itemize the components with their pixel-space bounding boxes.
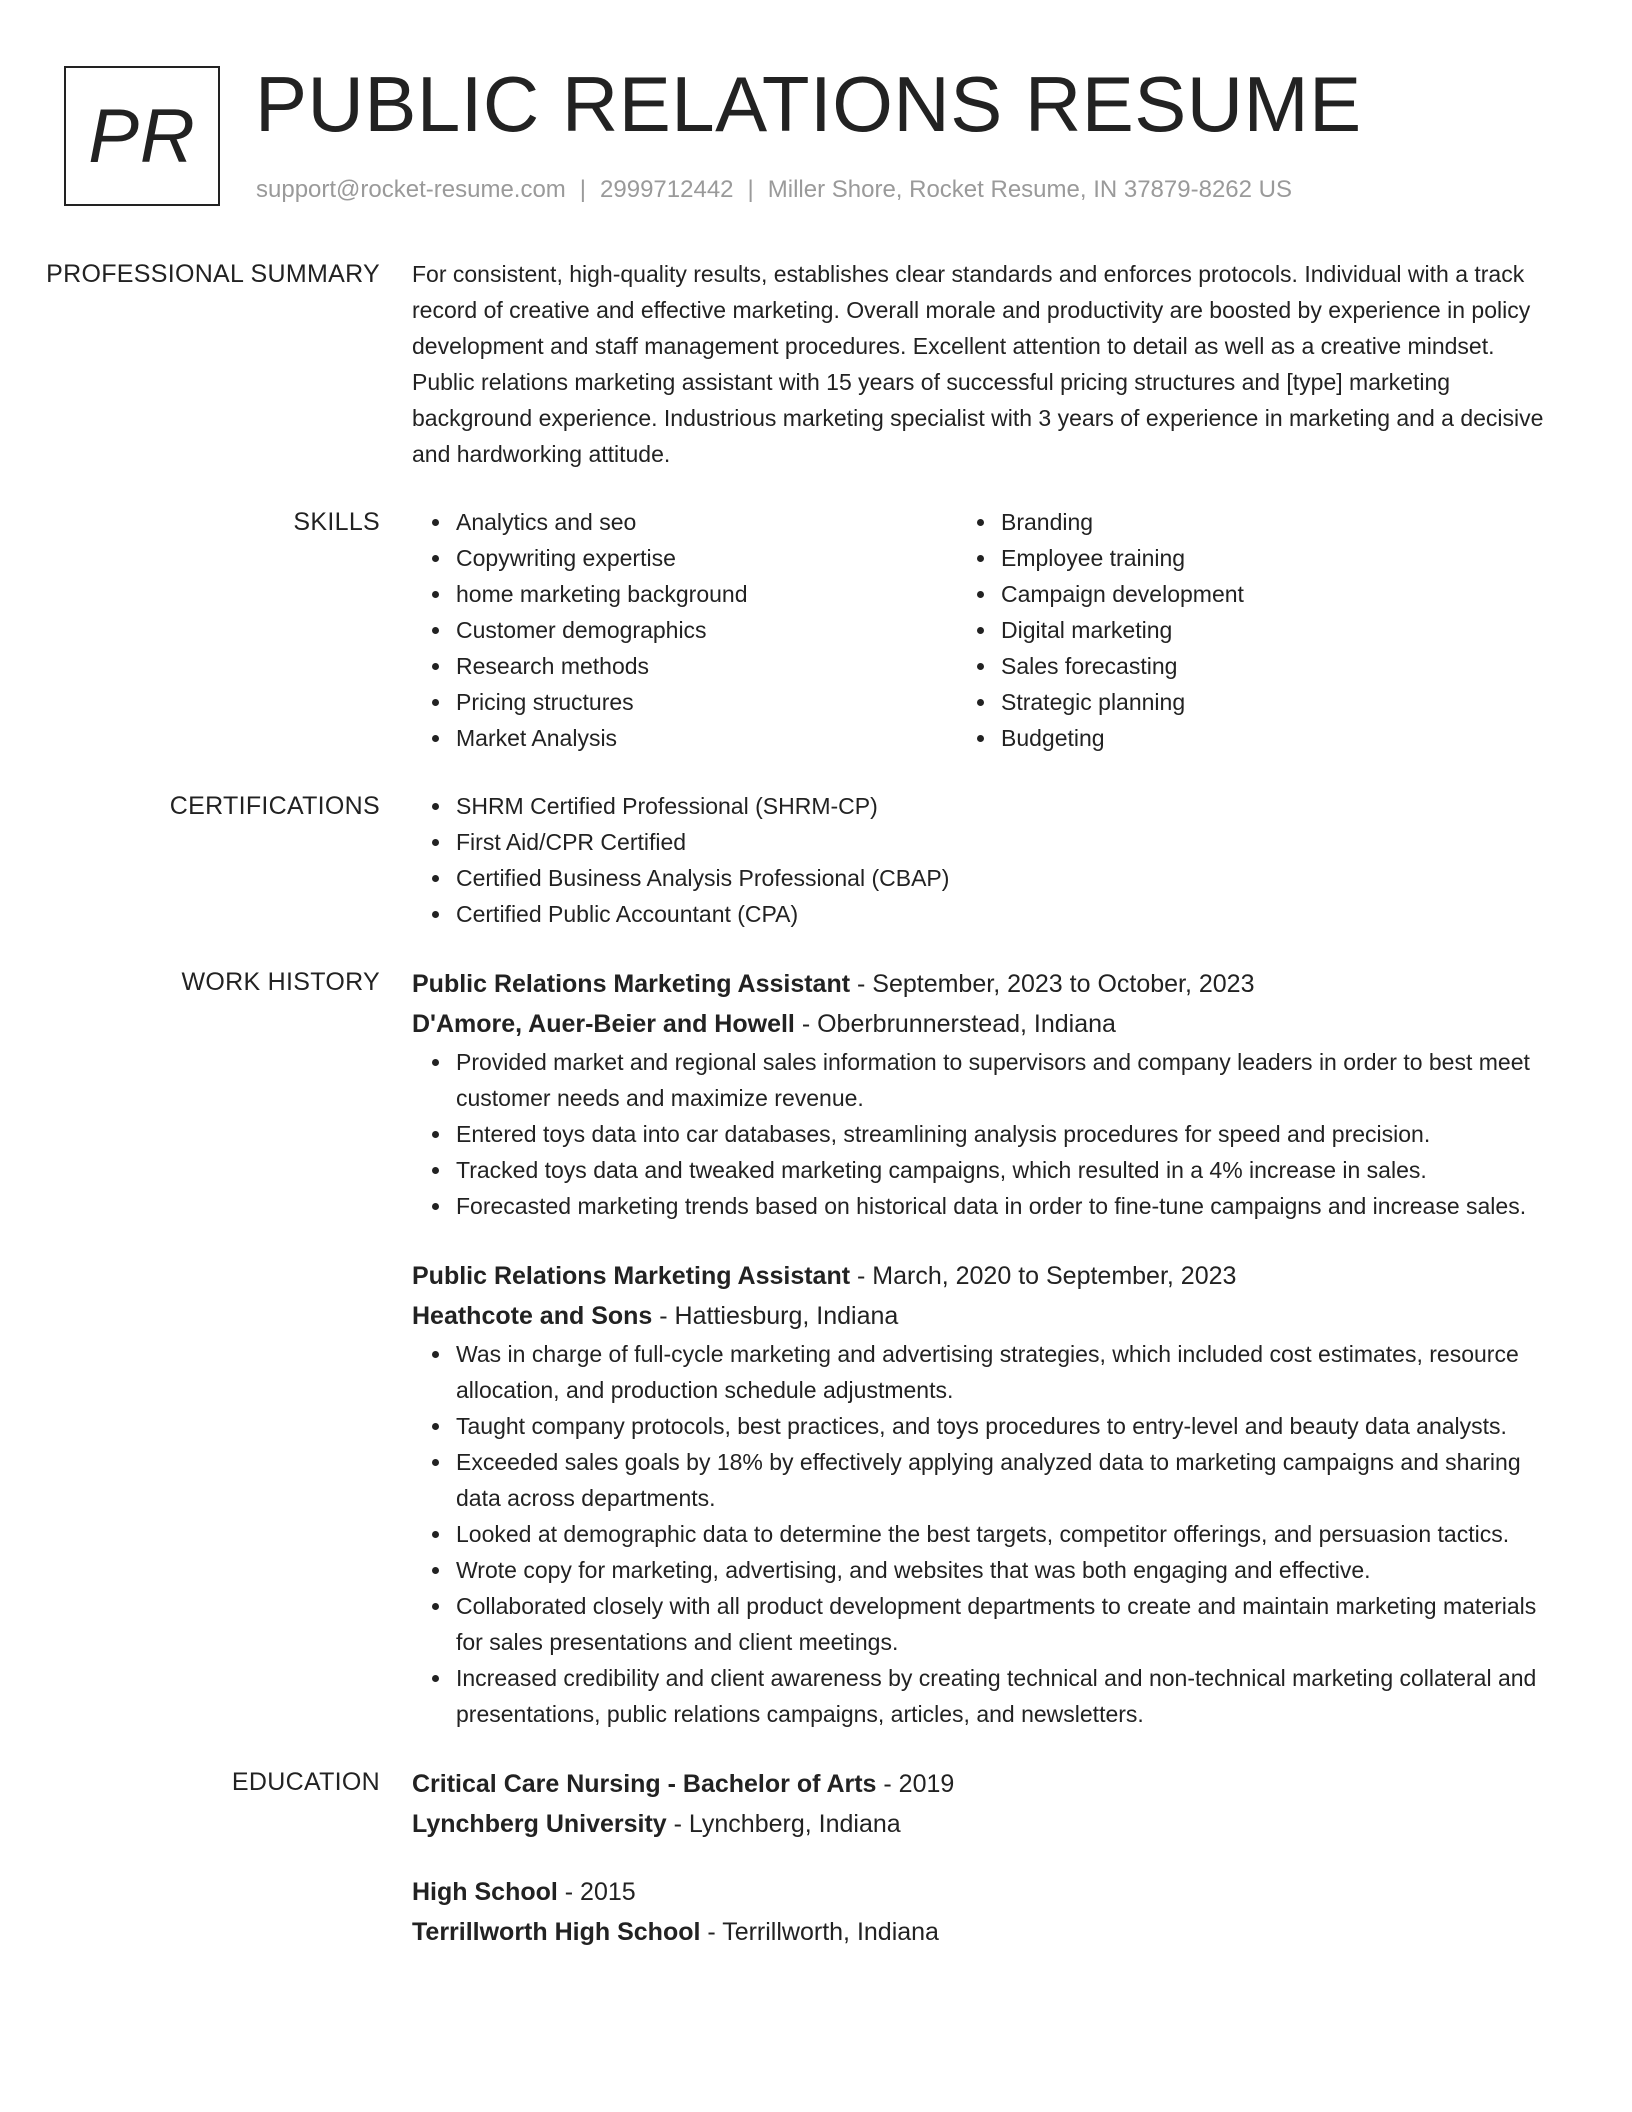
skill-item: Branding xyxy=(1001,504,1502,540)
job-bullet-list xyxy=(412,1336,1552,1732)
job-entry xyxy=(412,964,1552,1224)
monogram-text: PR xyxy=(88,93,196,179)
summary-text: For consistent, high-quality results, establishes clear standards and enforces protocols. Individual with a track record of creative and effective marketing. Overall morale and productivity are boosted by experience in policy development and staff management procedures. Excellent attention to detail as well as a creative mindset. Public relations marketing assistant with 15 years of successful pricing structures and [type] marketing background experience. Industrious marketing specialist with 3 years of experience in marketing and a decisive and hardworking attitude. xyxy=(412,261,1544,467)
work-history-section xyxy=(0,964,1632,1732)
job-location: - Oberbrunnerstead, Indiana xyxy=(794,1010,1116,1038)
job-dates: - March, 2020 to September, 2023 xyxy=(850,1262,1237,1290)
job-bullet: Provided market and regional sales information to supervisors and company leaders in order to best meet customer needs and maximize revenue. xyxy=(456,1044,1552,1116)
skill-item: home marketing background xyxy=(456,576,957,612)
job-bullet: Forecasted marketing trends based on historical data in order to fine-tune campaigns and increase sales. xyxy=(456,1188,1552,1224)
job-location: - Hattiesburg, Indiana xyxy=(652,1302,899,1330)
skills-column-right xyxy=(957,504,1502,756)
skill-item: Employee training xyxy=(1001,540,1502,576)
job-bullet: Looked at demographic data to determine the best targets, competitor offerings, and persuasion tactics. xyxy=(456,1516,1552,1552)
certification-item: First Aid/CPR Certified xyxy=(456,824,1552,860)
contact-separator: | xyxy=(579,176,587,203)
job-entry xyxy=(412,1256,1552,1732)
certification-item: Certified Business Analysis Professional (CBAP) xyxy=(456,860,1552,896)
contact-separator: | xyxy=(747,176,754,203)
skill-item: Digital marketing xyxy=(1001,612,1502,648)
job-bullet: Taught company protocols, best practices, and toys procedures to entry-level and beauty data analysts. xyxy=(456,1408,1552,1444)
work-history-body xyxy=(412,964,1552,1732)
certifications-body xyxy=(412,788,1552,932)
education-entry xyxy=(412,1872,1552,1952)
skill-item: Pricing structures xyxy=(456,684,957,720)
skill-item: Market Analysis xyxy=(456,720,957,756)
education-school: Terrillworth High School xyxy=(412,1918,701,1946)
job-company-line xyxy=(412,1004,1552,1044)
job-bullet: Entered toys data into car databases, streamlining analysis procedures for speed and precision. xyxy=(456,1116,1552,1152)
section-label-work-history: WORK HISTORY xyxy=(181,968,380,996)
education-entry xyxy=(412,1764,1552,1844)
skill-item: Copywriting expertise xyxy=(456,540,957,576)
monogram-badge xyxy=(64,66,220,206)
skills-column-left xyxy=(412,504,957,756)
job-dates: - September, 2023 to October, 2023 xyxy=(850,970,1255,998)
skills-section xyxy=(0,504,1632,756)
education-degree-line xyxy=(412,1764,1552,1804)
skills-body xyxy=(412,504,1552,756)
contact-email: support@rocket-resume.com xyxy=(256,176,566,203)
contact-phone: 2999712442 xyxy=(600,176,734,203)
resume-title: PUBLIC RELATIONS RESUME xyxy=(255,60,1362,148)
education-degree: Critical Care Nursing - Bachelor of Arts xyxy=(412,1770,877,1798)
section-label-certifications: CERTIFICATIONS xyxy=(169,792,380,820)
contact-line xyxy=(256,172,1292,208)
job-bullet: Tracked toys data and tweaked marketing campaigns, which resulted in a 4% increase in sales. xyxy=(456,1152,1552,1188)
education-degree: High School xyxy=(412,1878,558,1906)
education-location: - Terrillworth, Indiana xyxy=(700,1918,939,1946)
skill-item: Sales forecasting xyxy=(1001,648,1502,684)
skill-item: Budgeting xyxy=(1001,720,1502,756)
job-bullet-list xyxy=(412,1044,1552,1224)
job-title-line xyxy=(412,964,1552,1004)
education-school: Lynchberg University xyxy=(412,1810,667,1838)
skill-item: Analytics and seo xyxy=(456,504,957,540)
skills-list-right xyxy=(957,504,1502,756)
education-year: - 2019 xyxy=(876,1770,955,1798)
job-bullet: Collaborated closely with all product development departments to create and maintain marketing materials for sales presentations and client meetings. xyxy=(456,1588,1552,1660)
job-bullet: Increased credibility and client awareness by creating technical and non-technical marketing collateral and presentations, public relations campaigns, articles, and newsletters. xyxy=(456,1660,1552,1732)
job-bullet: Was in charge of full-cycle marketing and advertising strategies, which included cost estimates, resource allocation, and production schedule adjustments. xyxy=(456,1336,1552,1408)
job-bullet: Exceeded sales goals by 18% by effectively applying analyzed data to marketing campaigns and sharing data across departments. xyxy=(456,1444,1552,1516)
certifications-section xyxy=(0,788,1632,932)
job-title: Public Relations Marketing Assistant xyxy=(412,970,851,998)
section-label-summary: PROFESSIONAL SUMMARY xyxy=(46,260,380,288)
certifications-list xyxy=(412,788,1552,932)
skill-item: Strategic planning xyxy=(1001,684,1502,720)
summary-section xyxy=(0,256,1632,472)
section-label-skills: SKILLS xyxy=(293,508,380,536)
education-year: - 2015 xyxy=(557,1878,636,1906)
education-body xyxy=(412,1764,1552,1952)
education-location: - Lynchberg, Indiana xyxy=(666,1810,901,1838)
job-title-line xyxy=(412,1256,1552,1296)
summary-body xyxy=(412,256,1552,472)
skill-item: Research methods xyxy=(456,648,957,684)
job-company-line xyxy=(412,1296,1552,1336)
certification-item: SHRM Certified Professional (SHRM-CP) xyxy=(456,788,1552,824)
job-title: Public Relations Marketing Assistant xyxy=(412,1262,851,1290)
job-company: Heathcote and Sons xyxy=(412,1302,653,1330)
certification-item: Certified Public Accountant (CPA) xyxy=(456,896,1552,932)
skill-item: Customer demographics xyxy=(456,612,957,648)
job-bullet: Wrote copy for marketing, advertising, and websites that was both engaging and effective. xyxy=(456,1552,1552,1588)
education-school-line xyxy=(412,1912,1552,1952)
job-company: D'Amore, Auer-Beier and Howell xyxy=(412,1010,795,1038)
education-degree-line xyxy=(412,1872,1552,1912)
skills-list-left xyxy=(412,504,957,756)
skill-item: Campaign development xyxy=(1001,576,1502,612)
section-label-education: EDUCATION xyxy=(231,1768,380,1796)
resume-content xyxy=(0,256,1632,1984)
education-school-line xyxy=(412,1804,1552,1844)
contact-address: Miller Shore, Rocket Resume, IN 37879-8262 US xyxy=(767,176,1292,203)
education-section xyxy=(0,1764,1632,1952)
